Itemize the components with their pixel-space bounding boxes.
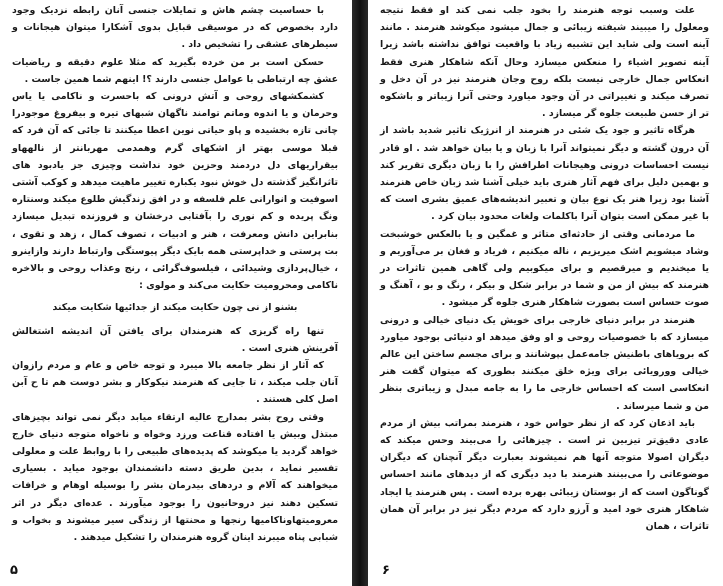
paragraph: ما مردمانی وقتی از حادثه‌ای متاثر و غمگین و یا بالعکس خوشبخت وشاد میشویم اشک میریزیم ، ناله میکنیم ، فریاد و فغان بر می‌آوریم و یا میخندیم و میرقصیم و برای میکوبیم ولی گاهی همین تاثرات در هنرمند که بیش از من و شما در برابر شکل و بیکر ، رنگ و بو ، آهنگ و صوت حساس است بصورت شاهکار هنری جلوه گر میشود . [380,228,709,309]
right-paragraphs [380,2,709,535]
paragraph: تنها راه گریزی که هنرمندان برای یافتن آن اندیشه اشتغالش آفرینش هنری است . [12,325,338,354]
paragraph: علت وسبب توجه هنرمند را بخود جلب نمی کند او فقط نتیجه ومعلول را میبیند شیفته زیبائی و جمال میشود میکوشد هنرمند . مانند آینه است ولی شاید این تشبیه زیاد با واقعیت توافق نداشته باشد زیرا آینه تصویر اشیاء را منعکس میسازد وحال آنکه شاهکار هنری فقط انعکاس جمال خارجی نیست بلکه روح وجان هنرمند نیز در آن دخل و تصرف میکند و تغییراتی در آن وجود میاورد وحتی آنرا زیباتر و باشکوه تر از حسن طبیعت جلوه گر میسازد . [380,5,709,120]
paragraph: که آثار از نظر جامعه بالا میبرد و توجه خاص و عام و مردم رازوان آنان جلب میکند ، تا جایی که هنرمند نیکوکار و بشر دوست هم تا ح آبن اصل کلی هستند . [12,360,338,406]
page-number: ۶ [382,563,390,578]
left-paragraphs-after-verse [12,323,338,547]
paragraph: با حساسیت چشم هاش و تمایلات جنسی آنان رابطه نزدیک وجود دارد بخصوص که در موسیقی قبایل بدوی آشکارا میتوان هیجانات و سیطرهای عشقی را تشخیص داد . [12,5,338,51]
paragraph: وقتی روح بشر بمدارج عالیه ارتقاء میابد دیگر نمی تواند بچیزهای مبتذل وبیش یا افتاده قناعت ورزد وخواه و ناخواه متوجه دنیای خارج خواهد گردید یا میکوشد که پدیده‌های طبیعی را با روابط علت و معلولی تفسیر نماید ، بدین طریق دسته دانشمندان بوجود میاید . بسیاری میخواهند که آلام و دردهای بیدرمان بشر را بوسیله اوهام و خرافات تسکین دهند نیز دروحانیون را بوجود میآورند . عده‌ای دیگر در اثر معرومیتهاوناکامیها رنجها و محنتها از زندگی سیر میشوند و بخواب و شبابی پناه میبرند اینان گروه هنرمندان را تشکیل میدهند . [12,411,338,544]
left-page-text [12,2,338,551]
paragraph: هرگاه تاثیر و جود یک شئی در هنرمند از انرژیک تاثیر شدید باشد از آن درون گشته و دیگر نمیتواند آنرا با زبان و یا بیان خواهد شد . او قادر نیست احساسات درونی وهیجانات اطرافش را با زبان دیگری تقریر کند و بهمین دلیل برای فهم آثار هنری باید خیلی آشنا شد زبان خاص هنرمند آشنا بود زیرا هنر یک نوع بیان و تعبیر اندیشه‌های عمیق بشری است که با غیر ممکن است بتوان آنرا باکلمات ولغات محدود بیان کرد . [380,125,709,223]
left-page [0,0,352,586]
book-gutter [352,0,368,586]
paragraph: کشمکشهای روحی و آتش درونی که باحسرت و ناکامی یا یاس وحرمان و یا اندوه وماتم توامند ناگهان شبهای تیره و بیفروغ موجودرا چانی تازه بخشیده و پاو حیاتی نوین اعطا میکنند تا جائی که آن فرد که قبلا موسی بهتر از اشکهای گرم وهمدمی مهربانتر از نالههاو بیقراریهای دل دردمند وحزین خود نداشت وچیزی جز یادبود های تاثرانگیز گذشته دل خوش نبود یکباره تغییر ماهیت میدهد و کوکب آشتی اسوفیت و انوارانی علم فلسفه و در افق زندگیش طلوع میکند وسنتاره ونگ پریده و کم نوری را بآفتابی درخشان و فروزنده تبدیل میسازد بنابراین دانش ومعرفت ، هنر و ادبیات ، تصوف کمال ، زهد و تقوی ، بت پرستی و خداپرستی همه بایک دیگر پیوستگی وارتباط دارند وازاینرو ، خیال‌پردازی وشیدائی ، فیلسوف‌گرائی ، رنج وعذاب روحی و بالاخره ناکامی ومحرومیت حکایت می‌کند و مولوی : [12,91,338,292]
paragraph: باید اذعان کرد که از نظر حواس خود ، هنرمند بمراتب بیش از مردم عادی دقیق‌تر تیزبین تر است . چیزهائی را می‌بیند وحس میکند که دیگران اصولا متوجه آنها هم نمیشوند بعبارت دیگر آنچنان که دیگران موضوعاتی را می‌بینند هنرمند با دید دیگری که از دیدهای مانند احساس گوناگون است که از بوستان زیبائی بهره برده است . پس هنرمند یا ایجاد شاهکار هنری خود امید و آرزو دارد که مردم دیگر نیز در برابر آن همان تاثرات ، همان [379,417,709,533]
verse-quote: بشنو از نی چون حکایت میکند از جدائیها شکایت میکند [52,302,298,314]
right-page-text [380,2,709,540]
left-paragraphs [12,2,338,294]
paragraph: حسکن است بر من خرده بگیرید که مثلا علوم دقیقه و ریاضیات عشق چه ارتباطی با عوامل جنسی دارند ؟! اینهم شما همین جاست . [12,56,338,85]
paragraph: هنرمند در برابر دنیای خارجی برای خویش یک دنیای خیالی و درونی میسازد که با خصوصیات روحی و او وفق میدهد او دنیائی بوجود میاورد که برویاهای باطنیش جامه‌عمل بپوشانند و برای مجسم ساختن این عالم خیالی وورویائی برای ویژه خلق میکنند بطوری که میتوان گفت هنر انعکاسی است که احساس خارجی ما را به جامه مبدل و زیباتری بنظر من و شما میرساند . [380,314,709,412]
page-number: ۵ [10,563,18,578]
right-page [368,0,723,586]
